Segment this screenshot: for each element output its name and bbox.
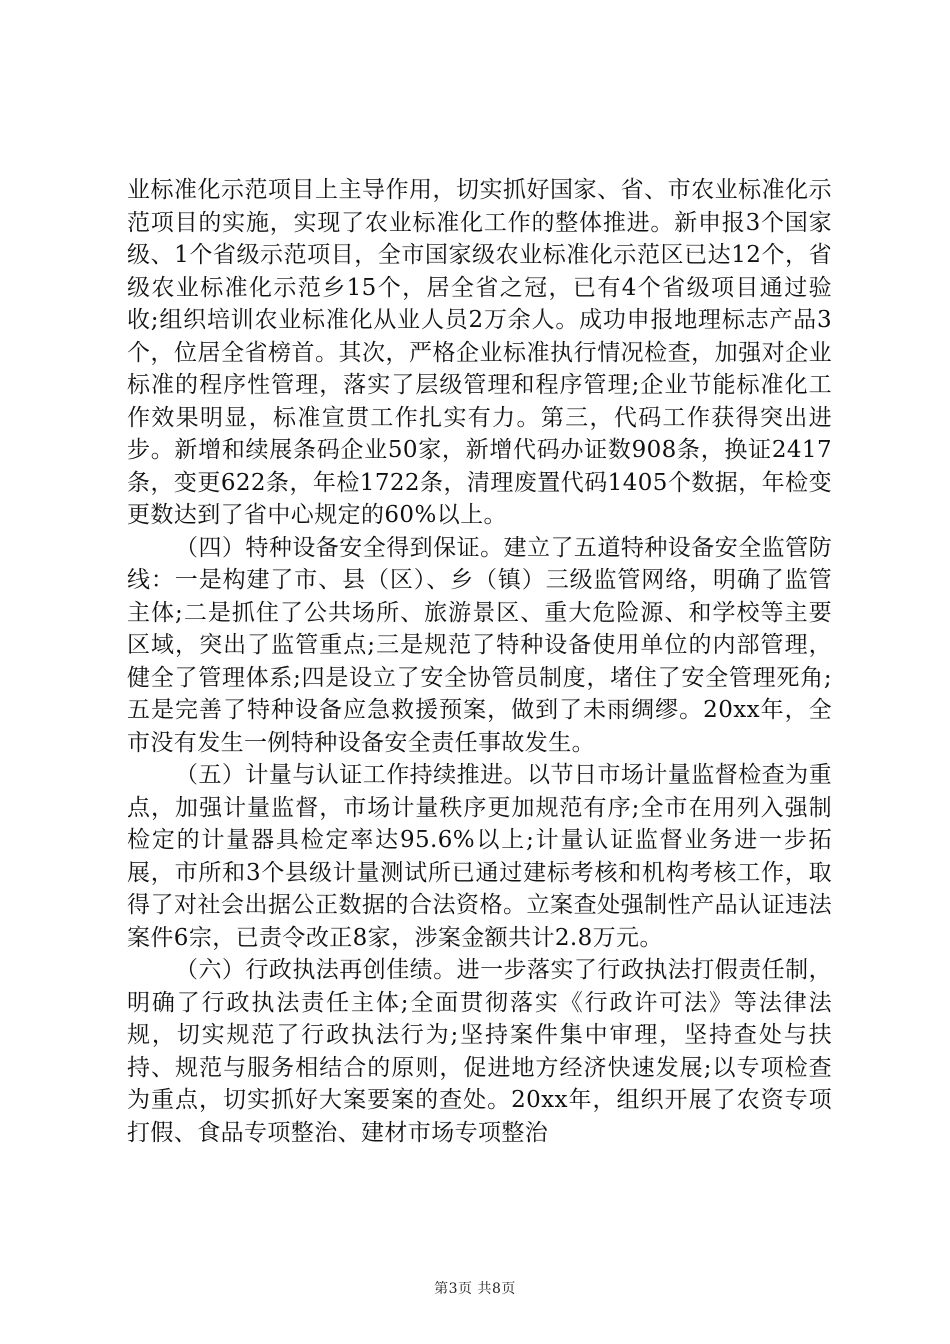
page-number-footer: 第3页 共8页 (434, 1281, 516, 1297)
paragraph-continuation: 业标准化示范项目上主导作用，切实抓好国家、省、市农业标准化示范项目的实施，实现了农业标准化工作的整体推进。新申报3个国家级、1个省级示范项目，全市国家级农业标准化示范区已达12个，省级农业标准化示范乡15个，居全省之冠，已有4个省级项目通过验收;组织培训农业标准化从业人员2万余人。成功申报地理标志产品3个，位居全省榜首。其次，严格企业标准执行情况检查，加强对企业标准的程序性管理，落实了层级管理和程序管理;企业节能标准化工作效果明显，标准宣贯工作扎实有力。第三，代码工作获得突出进步。新增和续展条码企业50家，新增代码办证数908条，换证2417条，变更622条，年检1722条，清理废置代码1405个数据，年检变更数达到了省中心规定的60%以上。 (127, 177, 832, 528)
paragraph-administrative-enforcement: （六）行政执法再创佳绩。进一步落实了行政执法打假责任制，明确了行政执法责任主体;全面贯彻落实《行政许可法》等法律法规，切实规范了行政执法行为;坚持案件集中审理，坚持查处与扶持、规范与服务相结合的原则，促进地方经济快速发展;以专项检查为重点，切实抓好大案要案的查处。20xx年，组织开展了农资专项打假、食品专项整治、建材市场专项整治 (127, 957, 832, 1146)
document-body (127, 174, 832, 1149)
paragraph-metrology-certification: （五）计量与认证工作持续推进。以节日市场计量监督检查为重点，加强计量监督，市场计量秩序更加规范有序;全市在用列入强制检定的计量器具检定率达95.6%以上;计量认证监督业务进一步拓展，市所和3个县级计量测试所已通过建标考核和机构考核工作，取得了对社会出据公正数据的合法资格。立案查处强制性产品认证违法案件6宗，已责令改正8家，涉案金额共计2.8万元。 (127, 762, 832, 951)
paragraph-special-equipment-safety: （四）特种设备安全得到保证。建立了五道特种设备安全监管防线：一是构建了市、县（区）、乡（镇）三级监管网络，明确了监管主体;二是抓住了公共场所、旅游景区、重大危险源、和学校等主要区域，突出了监管重点;三是规范了特种设备使用单位的内部管理，健全了管理体系;四是设立了安全协管员制度，堵住了安全管理死角;五是完善了特种设备应急救援预案，做到了未雨绸缪。20xx年，全市没有发生一例特种设备安全责任事故发生。 (127, 534, 832, 756)
